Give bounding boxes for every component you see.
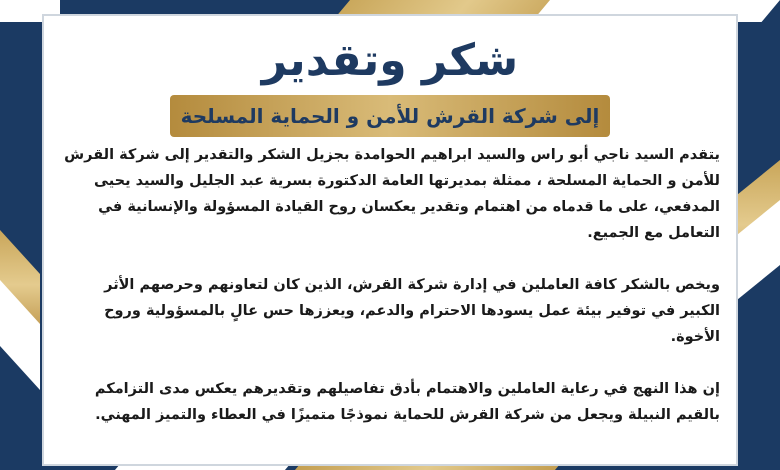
paragraph: يتقدم السيد ناجي أبو راس والسيد ابراهيم الحوامدة بجزيل الشكر والتقدير إلى شركة القرش للأمن و الحماية المسلحة ، ممثلة بمديرتها العامة الدكتورة بسرية عبد الجليل والسيد يحيى المدفعي، على ما قدماه من اهتمام وتقدير يعكسان روح القيادة المسؤولة والإنسانية في التعامل مع الجميع. (64, 147, 720, 241)
letter-card (52, 22, 728, 458)
letter-body (60, 142, 720, 454)
recipient-banner: إلى شركة القرش للأمن و الحماية المسلحة (170, 95, 610, 137)
paragraph: إن هذا النهج في رعاية العاملين والاهتمام بأدق تفاصيلهم وتقديرهم يعكس مدى التزامكم بالقيم النبيلة ويجعل من شركة القرش للحماية نموذجًا متميزًا في العطاء والتميز المهني. (94, 381, 720, 423)
paragraph: ويخص بالشكر كافة العاملين في إدارة شركة القرش، الذين كان لتعاونهم وحرصهم الأثر الكبير في توفير بيئة عمل يسودها الاحترام والدعم، ويعززها حس عالٍ بالمسؤولية وروح الأخوة. (104, 277, 720, 345)
page-title: شكر وتقدير (261, 35, 519, 86)
